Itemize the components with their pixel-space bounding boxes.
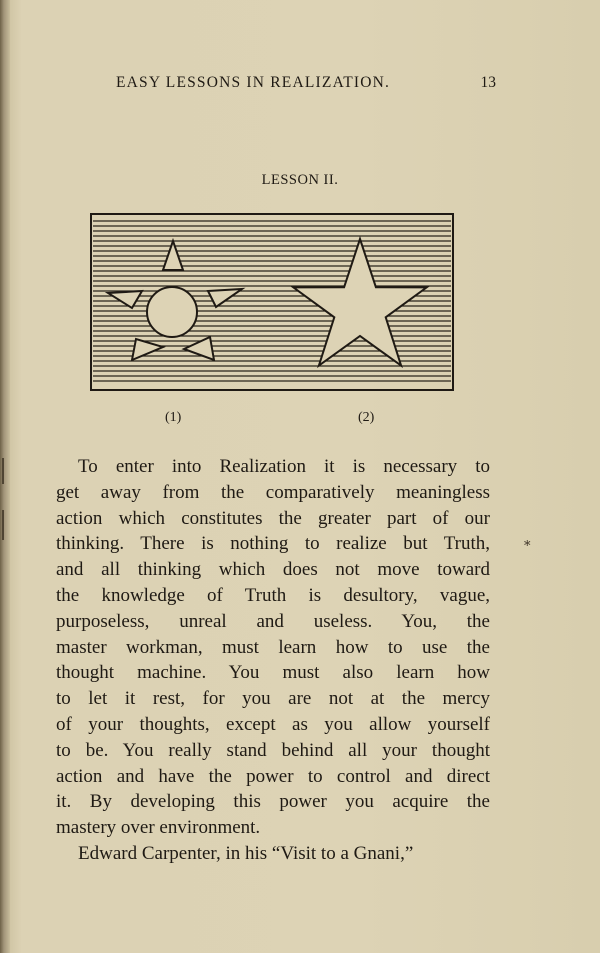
circle-icon [147,287,197,337]
text-line: of your thoughts, except as you allow yourself [56,713,490,735]
text-line: the knowledge of Truth is desultory, vague, [56,584,490,606]
figure-caption-2: (2) [358,410,375,425]
running-head-title: EASY LESSONS IN REALIZATION. [116,74,391,91]
body-text [56,454,490,867]
text-line: purposeless, unreal and useless. You, the [56,610,490,632]
text-line: and all thinking which does not move toward [56,559,490,581]
text-line: to be. You really stand behind all your thought [56,739,490,761]
text-line: action which constitutes the greater part of our [56,507,490,529]
lesson-title: LESSON II. [261,172,339,188]
triangle-left-lower-icon [132,339,163,360]
text-line: action and have the power to control and direct [56,765,490,787]
margin-rule [2,510,4,540]
figure-one-symbol [108,241,242,360]
text-line: master workman, must learn how to use the [56,636,490,658]
text-line: it. By developing this power you acquire the [56,791,490,813]
text-line: mastery over environment. [56,817,261,839]
triangle-right-upper-icon [208,289,242,307]
text-line: To enter into Realization it is necessary to [78,456,490,477]
text-line: thinking. There is nothing to realize but Truth, [56,533,490,555]
text-line: thought machine. You must also learn how [56,662,490,684]
lesson-figure [90,213,454,393]
margin-mark: * [524,539,531,554]
text-line: Edward Carpenter, in his “Visit to a Gnani,” [78,842,414,864]
figure-caption-1: (1) [165,410,182,425]
page-number: 13 [480,74,496,91]
text-line: get away from the comparatively meaningless [56,481,490,503]
margin-rule [2,458,4,484]
text-line: to let it rest, for you are not at the mercy [56,688,490,710]
